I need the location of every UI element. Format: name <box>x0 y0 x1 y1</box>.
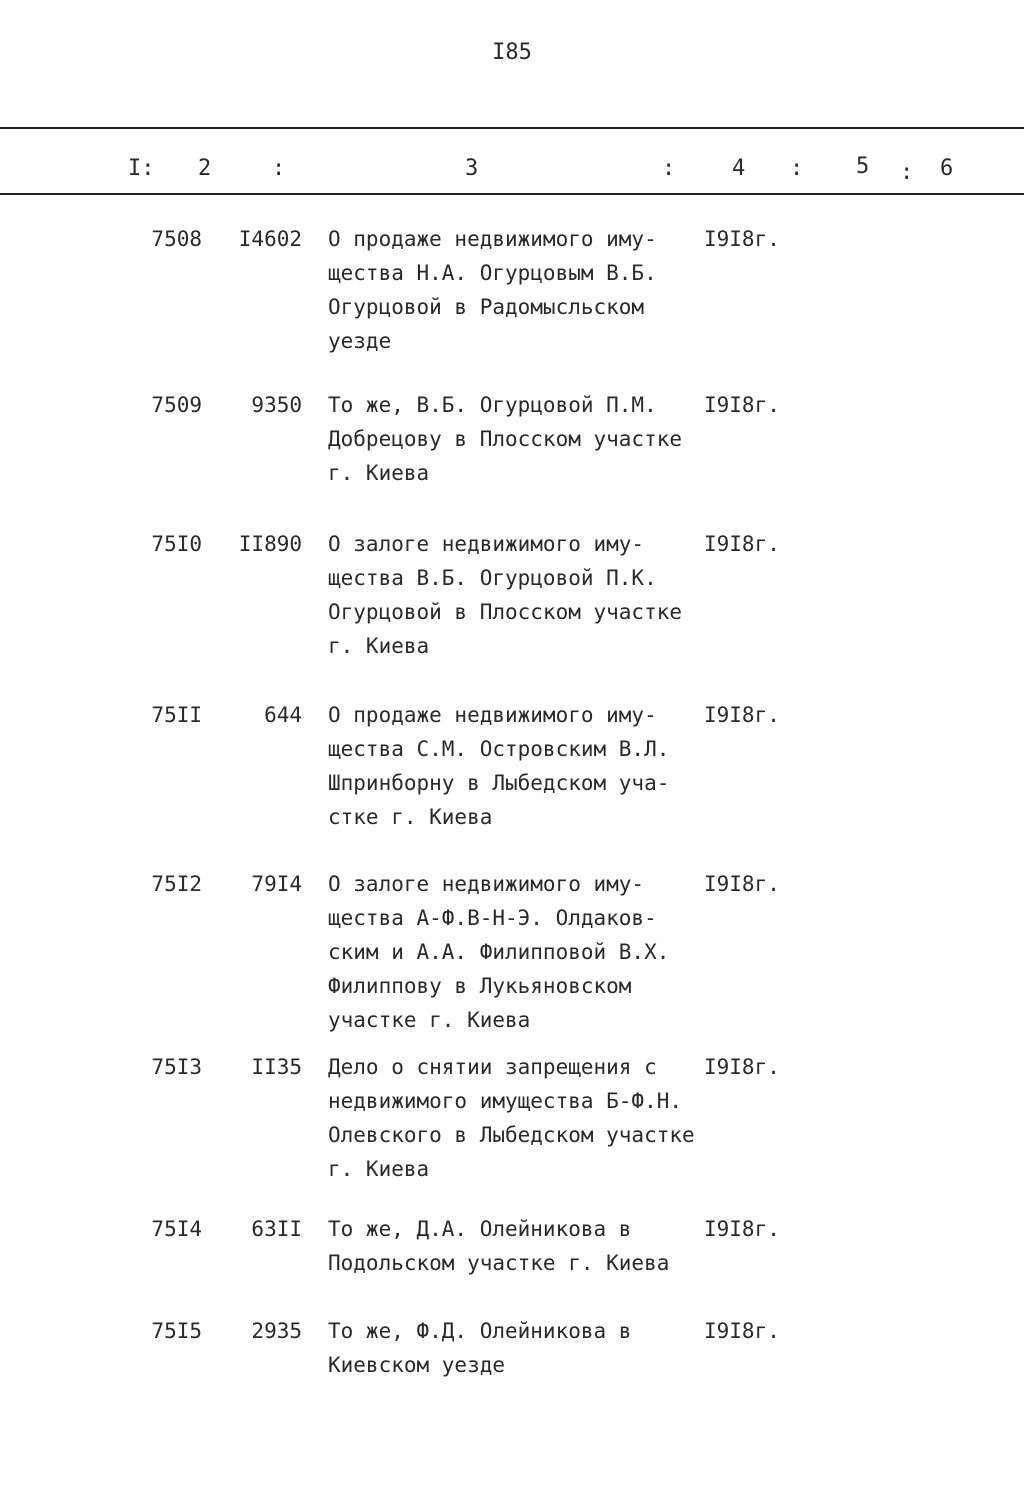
title-line: Подольском участке г. Киева <box>328 1251 670 1275</box>
header-sep: : <box>272 156 286 181</box>
title-line: ским и А.А. Филипповой В.Х. <box>328 940 670 964</box>
entry-number: 75I5 <box>151 1319 202 1343</box>
case-title <box>328 1212 708 1280</box>
header-bottom-rule <box>0 193 1024 195</box>
case-year: I9I8г. <box>704 872 780 896</box>
header-sep: : <box>790 156 804 181</box>
title-line: То же, Д.А. Олейникова в <box>328 1217 632 1241</box>
title-line: О продаже недвижимого иму- <box>328 703 657 727</box>
entry-number: 75I0 <box>151 532 202 556</box>
title-line: щества Н.А. Огурцовым В.Б. <box>328 261 657 285</box>
entry-number: 75I4 <box>151 1217 202 1241</box>
title-line: щества С.М. Островским В.Л. <box>328 737 670 761</box>
case-number: 2935 <box>251 1319 302 1343</box>
title-line: Огурцовой в Плосском участке <box>328 600 683 624</box>
title-line: стке г. Киева <box>328 805 493 829</box>
header-col-1: I: <box>128 156 155 181</box>
title-line: щества В.Б. Огурцовой П.К. <box>328 566 657 590</box>
title-line: То же, В.Б. Огурцовой П.М. <box>328 393 657 417</box>
title-line: недвижимого имущества Б-Ф.Н. <box>328 1089 683 1113</box>
entry-number: 7508 <box>151 227 202 251</box>
case-title <box>328 527 708 663</box>
title-line: То же, Ф.Д. Олейникова в <box>328 1319 632 1343</box>
case-year: I9I8г. <box>704 1319 780 1343</box>
case-year: I9I8г. <box>704 1055 780 1079</box>
case-title <box>328 698 708 834</box>
header-col-4: 4 <box>732 156 746 181</box>
case-number: I4602 <box>238 227 302 251</box>
title-line: г. Киева <box>328 461 430 485</box>
page-number: I85 <box>492 40 532 65</box>
header-sep: : <box>662 156 676 181</box>
entry-number: 75I3 <box>151 1055 202 1079</box>
case-year: I9I8г. <box>704 393 780 417</box>
title-line: Филиппову в Лукьяновском <box>328 974 632 998</box>
case-number: 9350 <box>251 393 302 417</box>
title-line: Киевском уезде <box>328 1353 506 1377</box>
title-line: Олевского в Лыбедском участке <box>328 1123 695 1147</box>
case-number: II35 <box>251 1055 302 1079</box>
title-line: участке г. Киева <box>328 1008 531 1032</box>
header-col-6: 6 <box>940 156 954 181</box>
title-line: г. Киева <box>328 634 430 658</box>
case-title <box>328 1314 708 1382</box>
title-line: Шпринборну в Лыбедском уча- <box>328 771 670 795</box>
case-year: I9I8г. <box>704 532 780 556</box>
title-line: г. Киева <box>328 1157 430 1181</box>
title-line: О залоге недвижимого иму- <box>328 872 645 896</box>
case-number: II890 <box>238 532 302 556</box>
title-line: Добрецову в Плосском участке <box>328 427 683 451</box>
case-title <box>328 388 708 490</box>
case-number: 644 <box>264 703 302 727</box>
title-line: Огурцовой в Радомысльском <box>328 295 645 319</box>
case-title <box>328 1050 708 1186</box>
case-number: 63II <box>251 1217 302 1241</box>
entry-number: 7509 <box>151 393 202 417</box>
title-line: уезде <box>328 329 392 353</box>
header-col-2: 2 <box>198 156 212 181</box>
case-title <box>328 222 708 358</box>
title-line: О продаже недвижимого иму- <box>328 227 657 251</box>
title-line: Дело о снятии запрещения с <box>328 1055 657 1079</box>
case-year: I9I8г. <box>704 227 780 251</box>
header-sep: : <box>900 160 914 185</box>
case-title <box>328 867 708 1037</box>
entry-number: 75II <box>151 703 202 727</box>
case-year: I9I8г. <box>704 1217 780 1241</box>
title-line: щества А-Ф.В-Н-Э. Олдаков- <box>328 906 657 930</box>
header-top-rule <box>0 127 1024 129</box>
case-number: 79I4 <box>251 872 302 896</box>
title-line: О залоге недвижимого иму- <box>328 532 645 556</box>
entry-number: 75I2 <box>151 872 202 896</box>
header-col-5: 5 <box>856 154 870 179</box>
header-col-3: 3 <box>465 156 479 181</box>
case-year: I9I8г. <box>704 703 780 727</box>
